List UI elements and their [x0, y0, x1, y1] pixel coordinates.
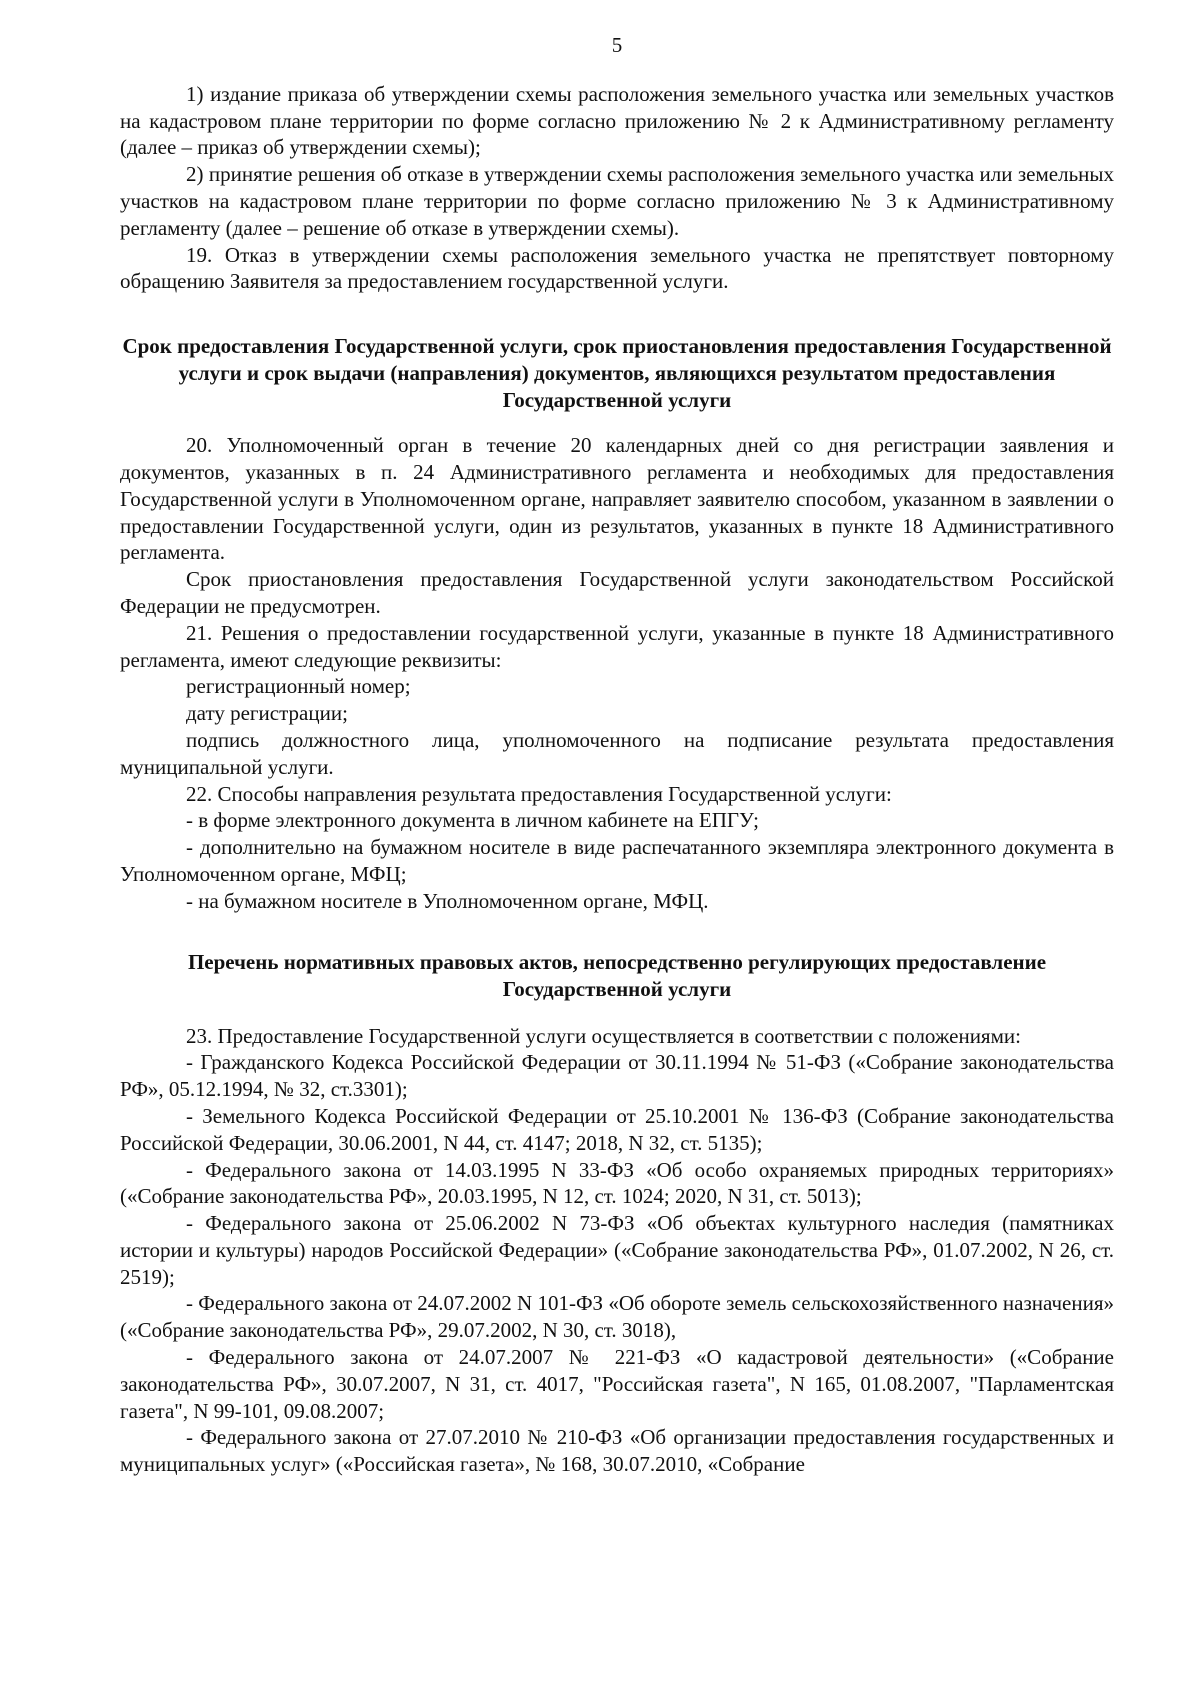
section-heading: Срок предоставления Государственной услуги, срок приостановления предоставления Государственной услуги и срок выдачи (направления) документов, являющихся результатом предоставления Государственной услуги	[122, 334, 1112, 413]
paragraph: 19. Отказ в утверждении схемы расположения земельного участка не препятствует повторному обращению Заявителя за предоставлением государственной услуги.	[120, 242, 1114, 294]
list-item: - Федерального закона от 27.07.2010 № 210-ФЗ «Об организации предоставления государственных и муниципальных услуг» («Российская газета», № 168, 30.07.2010, «Собрание	[120, 1425, 1114, 1477]
list-item: - Гражданского Кодекса Российской Федерации от 30.11.1994 № 51-ФЗ («Собрание законодательства РФ», 05.12.1994, № 32, ст.3301);	[120, 1050, 1114, 1102]
list-item: - в форме электронного документа в личном кабинете на ЕПГУ;	[186, 808, 759, 833]
section-heading: Перечень нормативных правовых актов, непосредственно регулирующих предоставление Государственной услуги	[187, 949, 1047, 1001]
paragraph: Срок приостановления предоставления Государственной услуги законодательством Российской Федерации не предусмотрен.	[120, 567, 1114, 618]
paragraph: 23. Предоставление Государственной услуги осуществляется в соответствии с положениями:	[186, 1023, 1021, 1048]
list-item: регистрационный номер;	[186, 674, 411, 699]
list-item: - Федерального закона от 25.06.2002 N 73-ФЗ «Об объектах культурного наследия (памятниках истории и культуры) народов Российской Федерации» («Собрание законодательства РФ», 01.07.2002, N 26, ст. 2519);	[120, 1211, 1114, 1289]
paragraph: 2) принятие решения об отказе в утверждении схемы расположения земельного участка или земельных участков на кадастровом плане территории по форме согласно приложению № 3 к Административному регламенту (далее – решение об отказе в утверждении схемы).	[120, 162, 1114, 240]
list-item: - Федерального закона от 24.07.2002 N 101-ФЗ «Об обороте земель сельскохозяйственного назначения» («Собрание законодательства РФ», 29.07.2002, N 30, ст. 3018),	[120, 1291, 1114, 1343]
paragraph: 20. Уполномоченный орган в течение 20 календарных дней со дня регистрации заявления и документов, указанных в п. 24 Административного регламента и необходимых для предоставления Государственной услуги в Уполномоченном органе, направляет заявителю способом, указанном в заявлении о предоставлении Государственной услуги, один из результатов, указанных в пункте 18 Административного регламента.	[120, 433, 1114, 565]
list-item: - дополнительно на бумажном носителе в виде распечатанного экземпляра электронного документа в Уполномоченном органе, МФЦ;	[120, 835, 1114, 886]
paragraph: 1) издание приказа об утверждении схемы расположения земельного участка или земельных участков на кадастровом плане территории по форме согласно приложению № 2 к Административному регламенту (далее – приказ об утверждении схемы);	[120, 81, 1114, 160]
list-item: - на бумажном носителе в Уполномоченном органе, МФЦ.	[186, 888, 709, 913]
paragraph: 21. Решения о предоставлении государственной услуги, указанные в пункте 18 Административного регламента, имеют следующие реквизиты:	[120, 620, 1114, 672]
list-item: дату регистрации;	[186, 701, 348, 726]
page-number: 5	[611, 33, 623, 57]
list-item: - Федерального закона от 14.03.1995 N 33-ФЗ «Об особо охраняемых природных территориях» («Собрание законодательства РФ», 20.03.1995, N 12, ст. 1024; 2020, N 31, ст. 5013);	[120, 1157, 1114, 1209]
list-item: подпись должностного лица, уполномоченного на подписание результата предоставления муниципальной услуги.	[120, 727, 1114, 779]
list-item: - Земельного Кодекса Российской Федерации от 25.10.2001 № 136-ФЗ (Собрание законодательства Российской Федерации, 30.06.2001, N 44, ст. 4147; 2018, N 32, ст. 5135);	[120, 1103, 1114, 1155]
list-item: - Федерального закона от 24.07.2007 № 221-ФЗ «О кадастровой деятельности» («Собрание законодательства РФ», 30.07.2007, N 31, ст. 4017, "Российская газета", N 165, 01.08.2007, "Парламентская газета", N 99-101, 09.08.2007;	[120, 1345, 1114, 1423]
paragraph: 22. Способы направления результата предоставления Государственной услуги:	[186, 781, 892, 806]
